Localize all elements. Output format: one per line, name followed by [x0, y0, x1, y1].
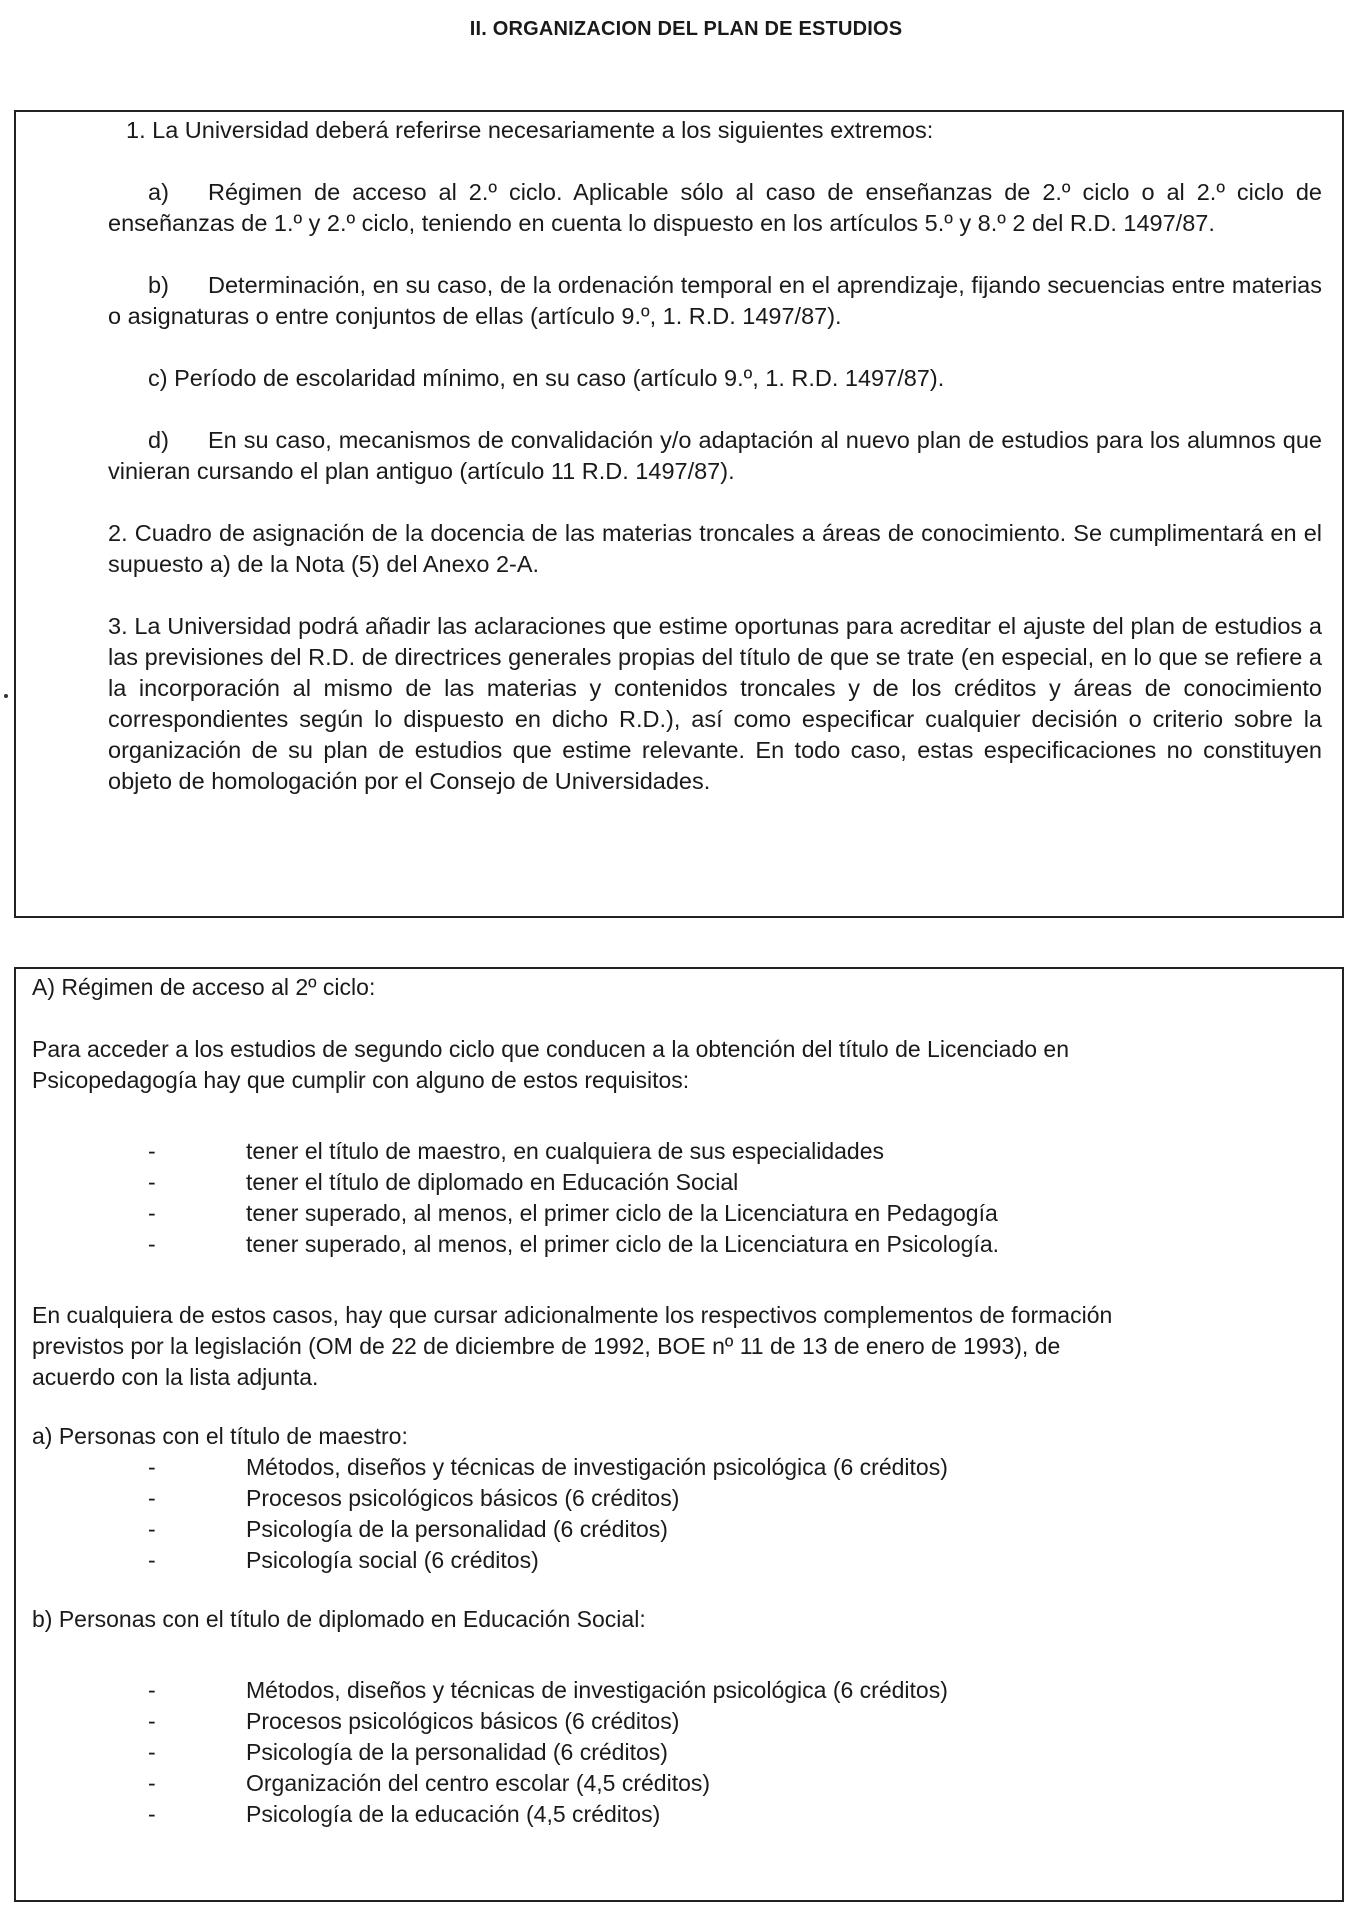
instruction-d-label: d) — [148, 427, 169, 453]
group-a-list — [32, 1452, 1322, 1576]
list-item: - Psicología de la personalidad (6 créditos) — [148, 1516, 668, 1542]
list-item: - Psicología de la personalidad (6 créditos) — [148, 1739, 668, 1765]
list-item: - tener el título de diplomado en Educación Social — [148, 1169, 739, 1195]
group-b-heading: b) Personas con el título de diplomado en Educación Social: — [32, 1606, 646, 1632]
instruction-b — [108, 270, 1322, 332]
page-title: II. ORGANIZACION DEL PLAN DE ESTUDIOS — [469, 18, 903, 40]
instruction-d — [108, 425, 1322, 487]
margin-mark — [4, 694, 8, 698]
list-item: - tener superado, al menos, el primer ciclo de la Licenciatura en Psicología. — [148, 1231, 1000, 1257]
list-item: - Procesos psicológicos básicos (6 créditos) — [148, 1485, 680, 1511]
access-para1-line2: Psicopedagogía hay que cumplir con alguno de estos requisitos: — [32, 1067, 690, 1093]
instruction-a-text: Régimen de acceso al 2.º ciclo. Aplicable sólo al caso de enseñanzas de 2.º ciclo o al 2.º ciclo de enseñanzas de 1.º y 2.º ciclo, teniendo en cuenta lo dispuesto en los artículos 5.º y 8.º 2 del R.D. 1497/87. — [108, 179, 1322, 236]
list-item: - Psicología de la educación (4,5 créditos) — [148, 1801, 661, 1827]
instructions-box — [14, 110, 1344, 918]
list-item: - tener el título de maestro, en cualquiera de sus especialidades — [148, 1138, 885, 1164]
instruction-a-label: a) — [148, 179, 169, 205]
list-item: - Métodos, diseños y técnicas de investigación psicológica (6 créditos) — [148, 1454, 948, 1480]
instruction-b-text: Determinación, en su caso, de la ordenación temporal en el aprendizaje, fijando secuencias entre materias o asignaturas o entre conjuntos de ellas (artículo 9.º, 1. R.D. 1497/87). — [108, 272, 1322, 329]
instruction-3: 3. La Universidad podrá añadir las aclaraciones que estime oportunas para acreditar el ajuste del plan de estudios a las previsiones del R.D. de directrices generales propias del título de que se trate (en especial, en lo que se refiere a la incorporación al mismo de las materias y contenidos troncales y de los créditos y áreas de conocimiento correspondientes según lo dispuesto en dicho R.D.), así como especificar cualquier decisión o criterio sobre la organización de su plan de estudios que estime relevante. En todo caso, estas especificaciones no constituyen objeto de homologación por el Consejo de Universidades. — [108, 613, 1322, 794]
group-b-list — [32, 1675, 1322, 1830]
access-para2-line2: previstos por la legislación (OM de 22 de diciembre de 1992, BOE nº 11 de 13 de enero de 1993), de — [32, 1333, 1061, 1359]
access-para1-line1: Para acceder a los estudios de segundo ciclo que conducen a la obtención del título de Licenciado en — [32, 1036, 1069, 1062]
list-item: - Métodos, diseños y técnicas de investigación psicológica (6 créditos) — [148, 1677, 948, 1703]
instruction-d-text: En su caso, mecanismos de convalidación y/o adaptación al nuevo plan de estudios para los alumnos que vinieran cursando el plan antiguo (artículo 11 R.D. 1497/87). — [108, 427, 1322, 484]
access-para2-line3: acuerdo con la lista adjunta. — [32, 1364, 319, 1390]
instruction-b-label: b) — [148, 272, 169, 298]
instruction-2: 2. Cuadro de asignación de la docencia de las materias troncales a áreas de conocimiento. Se cumplimentará en el supuesto a) de la Nota (5) del Anexo 2-A. — [108, 520, 1322, 577]
list-item: - Procesos psicológicos básicos (6 créditos) — [148, 1708, 680, 1734]
instructions-intro: 1. La Universidad deberá referirse necesariamente a los siguientes extremos: — [126, 117, 934, 143]
list-item: - Organización del centro escolar (4,5 créditos) — [148, 1770, 711, 1796]
access-regime-box — [14, 967, 1344, 1902]
access-heading: A) Régimen de acceso al 2º ciclo: — [32, 974, 376, 1000]
group-a-heading: a) Personas con el título de maestro: — [32, 1423, 408, 1449]
list-item: - Psicología social (6 créditos) — [148, 1547, 539, 1573]
requirements-list — [32, 1136, 1322, 1260]
access-para2-line1: En cualquiera de estos casos, hay que cursar adicionalmente los respectivos complementos de formación — [32, 1302, 1113, 1328]
instruction-a — [108, 177, 1322, 239]
list-item: - tener superado, al menos, el primer ciclo de la Licenciatura en Pedagogía — [148, 1200, 998, 1226]
instruction-c: c) Período de escolaridad mínimo, en su caso (artículo 9.º, 1. R.D. 1497/87). — [148, 365, 945, 391]
